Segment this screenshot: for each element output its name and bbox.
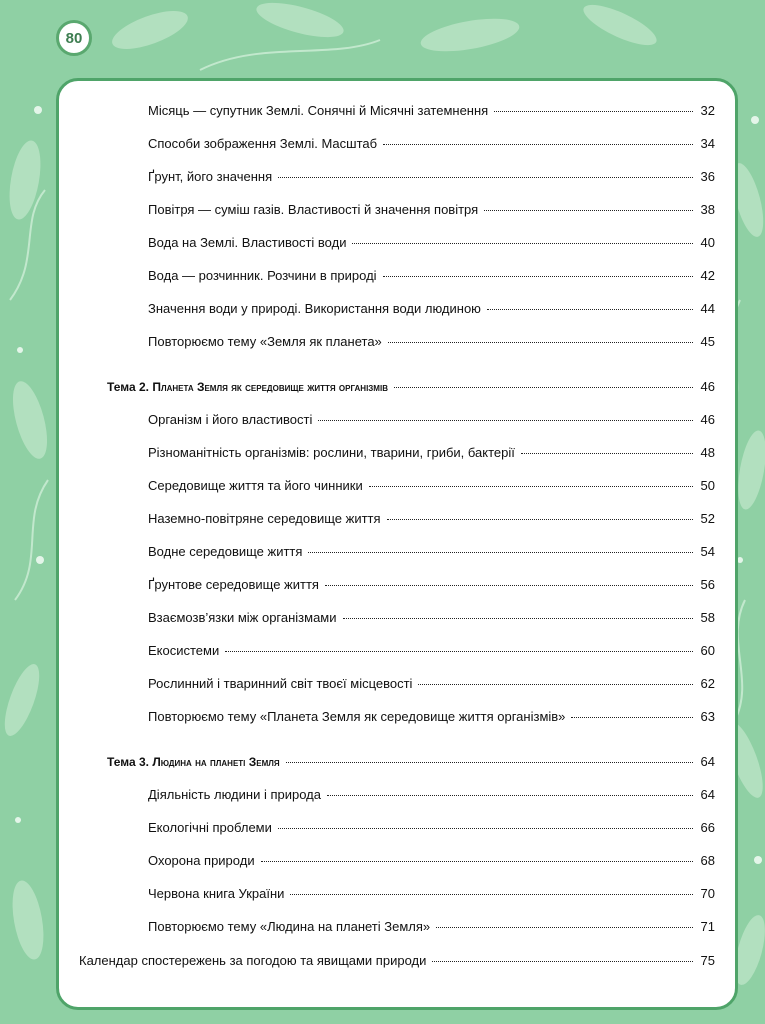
dot-leader — [432, 961, 693, 962]
dot-leader — [369, 486, 693, 487]
topic-prefix: Тема 3. — [107, 755, 149, 769]
dot-leader — [383, 276, 693, 277]
toc-entry-page: 44 — [700, 301, 715, 316]
topic-name: Людина на планеті Земля — [152, 755, 280, 769]
toc-entry[interactable] — [59, 544, 735, 566]
table-of-contents — [56, 78, 738, 1010]
toc-entry[interactable] — [59, 787, 735, 809]
toc-entry-page: 63 — [700, 709, 715, 724]
toc-entry-title: Повітря — суміш газів. Властивості й значення повітря — [148, 202, 479, 217]
toc-entry-page: 62 — [700, 676, 715, 691]
dot-leader — [494, 111, 693, 112]
toc-topic-2[interactable] — [59, 379, 735, 401]
toc-entry[interactable] — [59, 202, 735, 224]
dot-leader — [325, 585, 693, 586]
toc-topic-title — [107, 380, 390, 394]
toc-entry-title: Охорона природи — [148, 853, 255, 868]
dot-leader — [327, 795, 693, 796]
toc-entry-page: 46 — [700, 412, 715, 427]
toc-entry-page: 46 — [700, 379, 715, 394]
toc-entry[interactable] — [59, 820, 735, 842]
toc-entry-title: Екологічні проблеми — [148, 820, 272, 835]
toc-entry-title: Вода на Землі. Властивості води — [148, 235, 347, 250]
toc-entry-page: 38 — [700, 202, 715, 217]
toc-entry-page: 42 — [700, 268, 715, 283]
toc-entry[interactable] — [59, 709, 735, 731]
toc-entry[interactable] — [59, 643, 735, 665]
toc-entry-page: 68 — [700, 853, 715, 868]
toc-entry-title: Ґрунт, його значення — [148, 169, 273, 184]
dot-leader — [487, 309, 693, 310]
toc-entry-title: Способи зображення Землі. Масштаб — [148, 136, 378, 151]
dot-leader — [418, 684, 693, 685]
toc-entry-title: Водне середовище життя — [148, 544, 303, 559]
dot-leader — [387, 519, 693, 520]
toc-entry[interactable] — [59, 511, 735, 533]
toc-entry[interactable] — [59, 136, 735, 158]
toc-entry-page: 54 — [700, 544, 715, 559]
toc-entry-title: Повторюємо тему «Земля як планета» — [148, 334, 382, 349]
toc-entry-title: Місяць — супутник Землі. Сонячні й Місячні затемнення — [148, 103, 489, 118]
toc-entry-page: 56 — [700, 577, 715, 592]
toc-entry-page: 45 — [700, 334, 715, 349]
dot-leader — [286, 762, 693, 763]
dot-leader — [436, 927, 693, 928]
dot-leader — [343, 618, 693, 619]
toc-entry[interactable] — [59, 610, 735, 632]
toc-entry-page: 64 — [700, 787, 715, 802]
toc-entry[interactable] — [59, 235, 735, 257]
toc-entry[interactable] — [59, 919, 735, 941]
toc-topic-title — [107, 755, 282, 769]
dot-leader — [225, 651, 693, 652]
toc-entry-page: 58 — [700, 610, 715, 625]
toc-entry-title: Повторюємо тему «Планета Земля як середовище життя організмів» — [148, 709, 566, 724]
dot-leader — [352, 243, 693, 244]
toc-entry-title: Ґрунтове середовище життя — [148, 577, 319, 592]
topic-name: Планета Земля як середовище життя організмів — [152, 380, 388, 394]
toc-entry[interactable] — [59, 676, 735, 698]
toc-entry-title: Взаємозв’язки між організмами — [148, 610, 337, 625]
toc-entry-title: Наземно-повітряне середовище життя — [148, 511, 381, 526]
toc-entry-page: 75 — [700, 953, 715, 968]
toc-entry-title: Екосистеми — [148, 643, 220, 658]
toc-entry-calendar[interactable] — [59, 953, 735, 975]
toc-entry-title: Вода — розчинник. Розчини в природі — [148, 268, 377, 283]
dot-leader — [521, 453, 693, 454]
toc-entry[interactable] — [59, 268, 735, 290]
toc-entry-page: 71 — [700, 919, 715, 934]
dot-leader — [394, 387, 693, 388]
toc-entry-title: Організм і його властивості — [148, 412, 313, 427]
toc-entry-title: Середовище життя та його чинники — [148, 478, 363, 493]
toc-entry[interactable] — [59, 334, 735, 356]
toc-entry[interactable] — [59, 301, 735, 323]
toc-entry[interactable] — [59, 886, 735, 908]
toc-entry-page: 32 — [700, 103, 715, 118]
dot-leader — [261, 861, 693, 862]
toc-topic-3[interactable] — [59, 754, 735, 776]
dot-leader — [278, 828, 693, 829]
toc-entry-page: 64 — [700, 754, 715, 769]
toc-entry-page: 66 — [700, 820, 715, 835]
toc-entry[interactable] — [59, 445, 735, 467]
toc-entry[interactable] — [59, 412, 735, 434]
toc-entry[interactable] — [59, 169, 735, 191]
toc-entry-page: 48 — [700, 445, 715, 460]
dot-leader — [278, 177, 693, 178]
toc-entry-title: Значення води у природі. Використання води людиною — [148, 301, 481, 316]
dot-leader — [484, 210, 693, 211]
dot-leader — [388, 342, 693, 343]
dot-leader — [308, 552, 693, 553]
toc-entry-title: Діяльність людини і природа — [148, 787, 321, 802]
toc-entry-page: 52 — [700, 511, 715, 526]
toc-entry[interactable] — [59, 478, 735, 500]
toc-entry-page: 50 — [700, 478, 715, 493]
toc-entry-page: 70 — [700, 886, 715, 901]
dot-leader — [571, 717, 693, 718]
topic-prefix: Тема 2. — [107, 380, 149, 394]
toc-entry-page: 60 — [700, 643, 715, 658]
dot-leader — [383, 144, 693, 145]
toc-entry-page: 40 — [700, 235, 715, 250]
toc-entry-title: Рослинний і тваринний світ твоєї місцевості — [148, 676, 413, 691]
dot-leader — [318, 420, 693, 421]
toc-entry[interactable] — [59, 853, 735, 875]
toc-entry-title: Різноманітність організмів: рослини, тварини, гриби, бактерії — [148, 445, 515, 460]
dot-leader — [290, 894, 693, 895]
toc-entry-page: 34 — [700, 136, 715, 151]
toc-entry-page: 36 — [700, 169, 715, 184]
toc-entry[interactable] — [59, 577, 735, 599]
toc-entry-title: Календар спостережень за погодою та явищами природи — [79, 953, 427, 968]
toc-entry-title: Червона книга України — [148, 886, 285, 901]
page-number: 80 — [56, 20, 92, 56]
toc-entry[interactable] — [59, 103, 735, 125]
toc-entry-title: Повторюємо тему «Людина на планеті Земля» — [148, 919, 431, 934]
